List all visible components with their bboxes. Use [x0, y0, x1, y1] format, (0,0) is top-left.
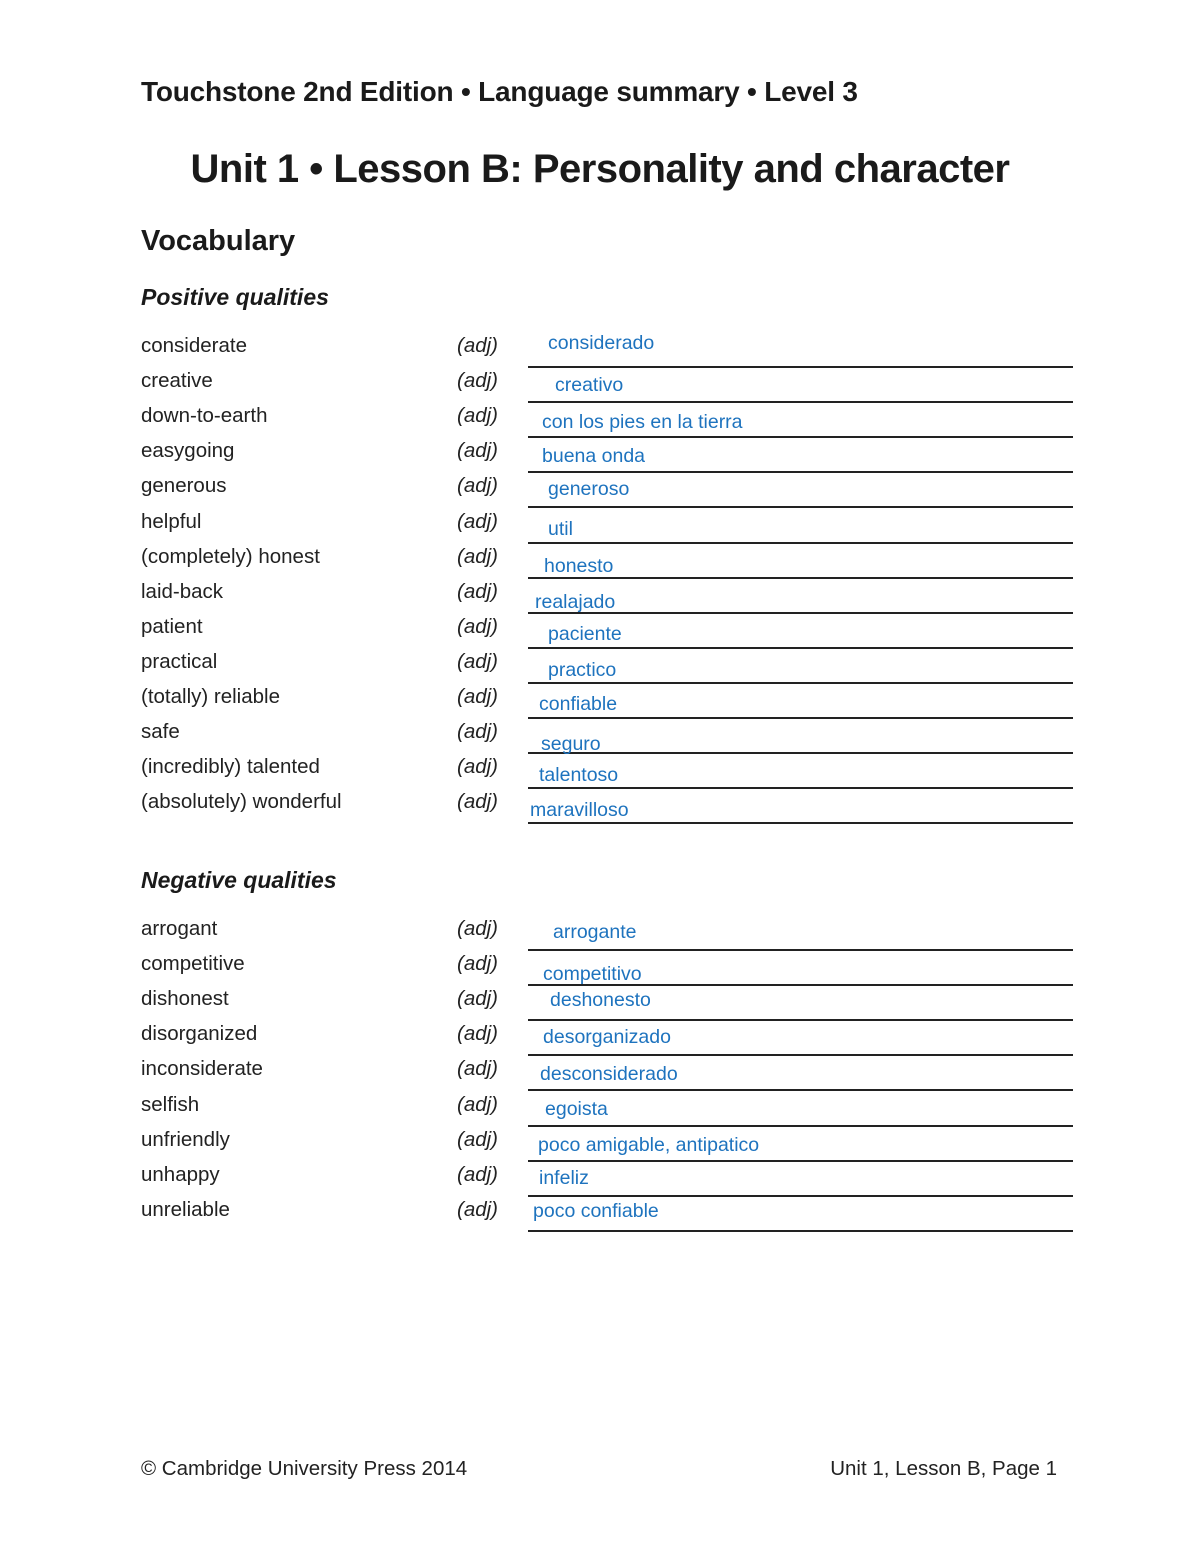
- answer-line: [528, 1054, 1073, 1056]
- part-of-speech: (adj): [457, 755, 499, 779]
- vocab-term: dishonest: [141, 987, 229, 1011]
- vocab-row: [0, 1163, 1200, 1198]
- answer-line: [528, 949, 1073, 951]
- part-of-speech: (adj): [457, 369, 499, 393]
- footer-copyright: © Cambridge University Press 2014: [141, 1457, 468, 1480]
- answer-line: [528, 366, 1073, 368]
- handwritten-translation: con los pies en la tierra: [542, 411, 743, 433]
- vocab-term: selfish: [141, 1092, 200, 1116]
- vocab-term: inconsiderate: [141, 1057, 263, 1081]
- part-of-speech: (adj): [457, 952, 499, 976]
- handwritten-translation: buena onda: [542, 445, 646, 467]
- part-of-speech: (adj): [457, 987, 499, 1011]
- answer-line: [528, 436, 1073, 438]
- handwritten-translation: confiable: [539, 693, 618, 715]
- answer-line: [528, 401, 1073, 403]
- answer-line: [528, 1160, 1073, 1162]
- vocab-term: creative: [141, 369, 213, 393]
- answer-line: [528, 822, 1073, 824]
- answer-line: [528, 1125, 1073, 1127]
- vocab-term: considerate: [141, 334, 247, 357]
- vocab-term: down-to-earth: [141, 404, 268, 428]
- vocab-term: laid-back: [141, 579, 224, 603]
- answer-line: [528, 682, 1073, 684]
- part-of-speech: (adj): [457, 685, 499, 708]
- answer-line: [528, 647, 1073, 649]
- vocab-term: (incredibly) talented: [141, 755, 320, 779]
- part-of-speech: (adj): [457, 544, 499, 568]
- document-header: Touchstone 2nd Edition • Language summary • Level 3: [141, 76, 858, 107]
- handwritten-translation: talentoso: [539, 764, 619, 786]
- handwritten-translation: maravilloso: [530, 799, 629, 821]
- negative-qualities-heading: Negative qualities: [141, 867, 337, 893]
- answer-line: [528, 542, 1073, 544]
- vocab-term: competitive: [141, 952, 245, 976]
- vocab-term: (completely) honest: [141, 544, 320, 568]
- vocab-term: (totally) reliable: [141, 685, 280, 708]
- part-of-speech: (adj): [457, 649, 499, 673]
- part-of-speech: (adj): [457, 790, 499, 814]
- answer-line: [528, 1019, 1073, 1021]
- vocab-term: easygoing: [141, 439, 235, 463]
- part-of-speech: (adj): [457, 1197, 499, 1221]
- handwritten-translation: egoista: [545, 1098, 608, 1120]
- part-of-speech: (adj): [457, 439, 499, 463]
- handwritten-translation: desconsiderado: [540, 1063, 678, 1085]
- handwritten-translation: infeliz: [539, 1167, 589, 1189]
- vocab-term: arrogant: [141, 917, 218, 940]
- footer-page-info: Unit 1, Lesson B, Page 1: [830, 1457, 1057, 1480]
- vocab-term: unfriendly: [141, 1127, 230, 1151]
- unit-title: Unit 1 • Lesson B: Personality and character: [190, 147, 1010, 191]
- part-of-speech: (adj): [457, 474, 499, 498]
- vocab-term: generous: [141, 474, 227, 498]
- vocab-term: practical: [141, 649, 218, 673]
- vocab-term: patient: [141, 614, 203, 638]
- handwritten-translation: paciente: [548, 623, 622, 645]
- part-of-speech: (adj): [457, 579, 499, 603]
- part-of-speech: (adj): [457, 917, 499, 940]
- handwritten-translation: poco confiable: [533, 1200, 659, 1222]
- part-of-speech: (adj): [457, 1127, 499, 1151]
- handwritten-translation: competitivo: [543, 963, 642, 985]
- part-of-speech: (adj): [457, 1057, 499, 1081]
- answer-line: [528, 471, 1073, 473]
- handwritten-translation: honesto: [544, 555, 614, 577]
- vocab-term: safe: [141, 720, 180, 744]
- handwritten-translation: considerado: [548, 332, 655, 354]
- part-of-speech: (adj): [457, 334, 499, 357]
- part-of-speech: (adj): [457, 509, 499, 533]
- vocab-term: unhappy: [141, 1162, 220, 1186]
- handwritten-translation: generoso: [548, 478, 630, 500]
- part-of-speech: (adj): [457, 1022, 499, 1046]
- vocab-term: unreliable: [141, 1197, 230, 1221]
- answer-line: [528, 1230, 1073, 1232]
- handwritten-translation: seguro: [541, 733, 601, 755]
- handwritten-translation: practico: [548, 659, 617, 681]
- handwritten-translation: util: [548, 518, 573, 540]
- handwritten-translation: realajado: [535, 591, 616, 613]
- part-of-speech: (adj): [457, 614, 499, 638]
- part-of-speech: (adj): [457, 404, 499, 428]
- part-of-speech: (adj): [457, 1162, 499, 1186]
- handwritten-translation: creativo: [555, 374, 624, 396]
- positive-qualities-heading: Positive qualities: [141, 284, 329, 310]
- section-title-vocabulary: Vocabulary: [141, 225, 296, 257]
- handwritten-translation: deshonesto: [550, 989, 651, 1011]
- answer-line: [528, 506, 1073, 508]
- handwritten-translation: desorganizado: [543, 1026, 671, 1048]
- vocab-term: disorganized: [141, 1022, 258, 1046]
- part-of-speech: (adj): [457, 720, 499, 744]
- answer-line: [528, 787, 1073, 789]
- answer-line: [528, 752, 1073, 754]
- vocab-term: helpful: [141, 509, 202, 533]
- answer-line: [528, 1195, 1073, 1197]
- answer-line: [528, 1089, 1073, 1091]
- handwritten-translation: poco amigable, antipatico: [538, 1134, 760, 1156]
- vocab-row: [0, 510, 1200, 545]
- handwritten-translation: arrogante: [553, 921, 637, 943]
- vocab-term: (absolutely) wonderful: [141, 790, 342, 814]
- part-of-speech: (adj): [457, 1092, 499, 1116]
- answer-line: [528, 717, 1073, 719]
